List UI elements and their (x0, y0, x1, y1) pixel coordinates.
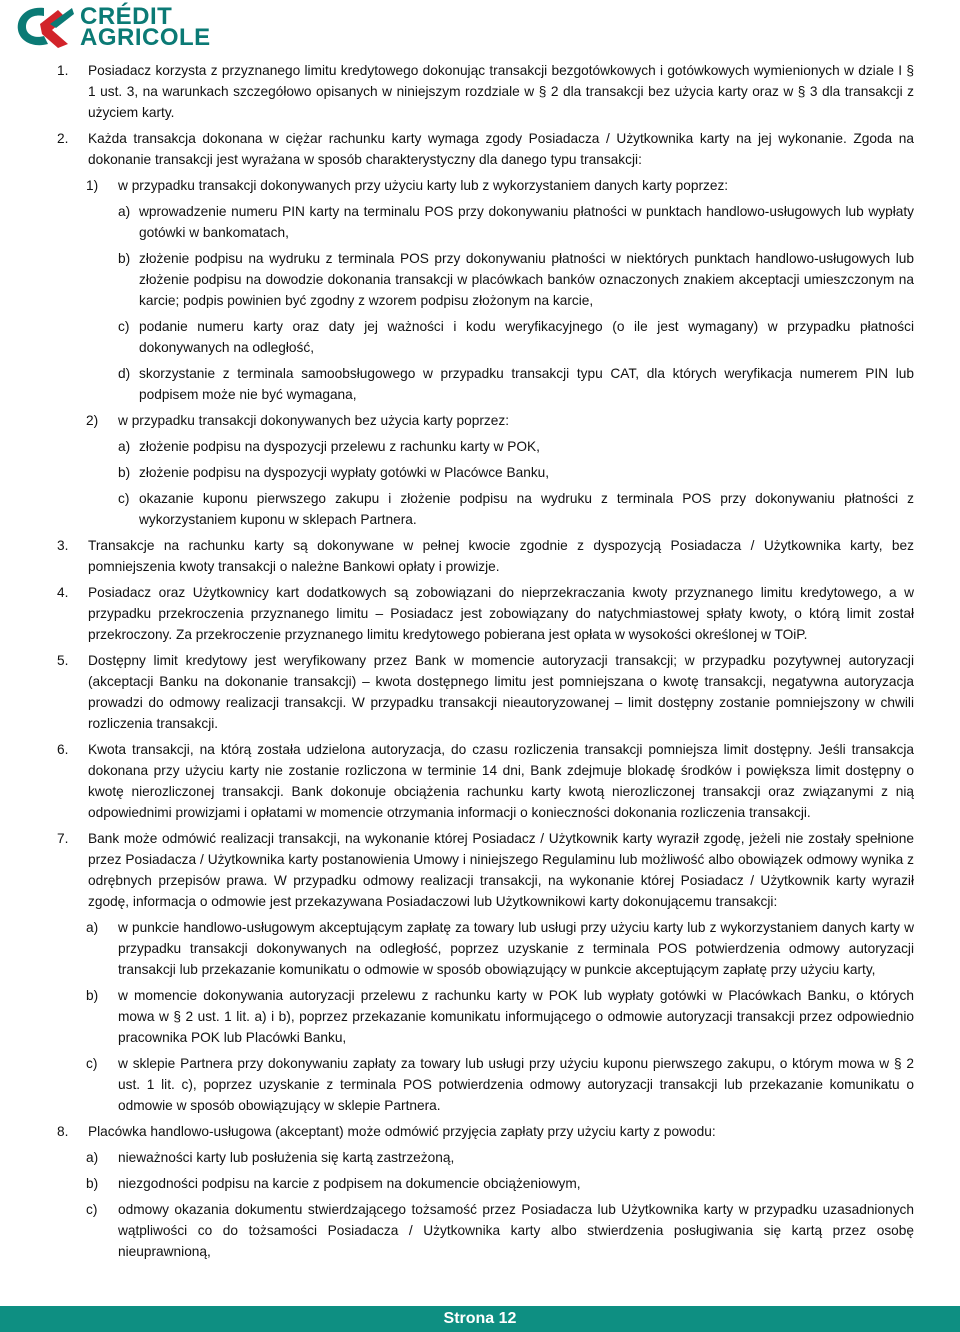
list-item: c) w sklepie Partnera przy dokonywaniu zapłaty za towary lub usługi przy użyciu kuponu pierwszego zakupu, o którym mowa w § 2 ust. 1 lit. c), poprzez uzyskanie z terminala POS potwierdzenia odmowy autoryzacji transakcji lub przekazanie komunikatu o odmowie w sposób obowiązujący w sklepie Partnera. (86, 1056, 914, 1113)
list-item: b) złożenie podpisu na wydruku z terminala POS przy dokonywaniu płatności w niektórych punktach handlowo-usługowych lub złożenie podpisu na dowodzie dokonania transakcji w placówkach banków oznaczonych znakiem akceptacji umieszczonym na karcie; podpis powinien być zgodny z wzorem podpisu złożonym na karcie, (118, 251, 914, 308)
page-footer (0, 1306, 960, 1332)
list-item: a) nieważności karty lub posłużenia się kartą zastrzeżoną, (86, 1150, 455, 1165)
document-body (0, 60, 960, 1262)
list-item: a) w punkcie handlowo-usługowym akceptującym zapłatę za towary lub usługi przy użyciu karty lub z wykorzystaniem danych karty w przypadku transakcji dokonywanych na odległość, poprzez uzyskanie z terminala POS potwierdzenia odmowy autoryzacji transakcji lub przekazanie komunikatu o odmowie w sposób obowiązujący w punkcie akceptującym zapłatę przy użyciu karty, (86, 920, 914, 977)
logo-line-agricole: AGRICOLE (80, 24, 211, 51)
list-item: b) w momencie dokonywania autoryzacji przelewu z rachunku karty w POK lub wypłaty gotówki w Placówkach Banku, o których mowa w § 2 ust. 1 lit. a) i b), poprzez przekazanie komunikatu informującego o odmowie autoryzacji transakcji przez odpowiednio pracownika POK lub Placówki Banku, (86, 988, 914, 1045)
list-item: d) skorzystanie z terminala samoobsługowego w przypadku transakcji typu CAT, dla których weryfikacja numerem PIN lub podpisem może nie być wymagana, (118, 366, 914, 402)
credit-agricole-logo-icon (14, 4, 76, 50)
list-item: a) wprowadzenie numeru PIN karty na terminalu POS przy dokonywaniu płatności w punktach handlowo-usługowych lub wypłaty gotówki w bankomatach, (118, 204, 914, 240)
list-item: 8. Placówka handlowo-usługowa (akceptant) może odmówić przyjęcia zapłaty przy użyciu karty z powodu: (57, 1124, 716, 1139)
list-item: b) niezgodności podpisu na karcie z podpisem na dokumencie obciążeniowym, (86, 1176, 581, 1191)
list-item: c) odmowy okazania dokumentu stwierdzającego tożsamość przez Posiadacza lub Użytkownika karty w przypadku uzasadnionych wątpliwości co do tożsamości Posiadacza / Użytkownika karty albo stwierdzenia posługiwania się kartą przez osobę nieuprawnioną, (86, 1202, 914, 1259)
list-item: 1. Posiadacz korzysta z przyznanego limitu kredytowego dokonując transakcji bezgotówkowych i gotówkowych wymienionych w dziale I § 1 ust. 3, na warunkach szczegółowo opisanych w niniejszym rozdziale w § 2 dla transakcji bez użycia karty oraz w § 3 dla transakcji z użyciem karty. (57, 63, 914, 120)
list-item: 1) w przypadku transakcji dokonywanych przy użyciu karty lub z wykorzystaniem danych karty poprzez: (86, 178, 729, 193)
bank-logo (14, 4, 211, 50)
list-item: 2) w przypadku transakcji dokonywanych bez użycia karty poprzez: (86, 413, 510, 428)
page-number: Strona 12 (443, 1310, 517, 1327)
list-item: 5. Dostępny limit kredytowy jest weryfikowany przez Bank w momencie autoryzacji transakcji; w przypadku pozytywnej autoryzacji (akceptacji Banku na dokonanie transakcji) – kwota dostępnego limitu jest pomniejszana o kwotę transakcji, negatywna autoryzacja prowadzi do odmowy realizacji transakcji. W przypadku transakcji nieautoryzowanej – limit dostępny zostanie pomniejszony w chwili rozliczenia transakcji. (57, 653, 914, 731)
list-item: 3. Transakcje na rachunku karty są dokonywane w pełnej kwocie zgodnie z dyspozycją Posiadacza / Użytkownika karty, bez pomniejszenia kwoty transakcji o należne Bankowi opłaty i prowizje. (57, 538, 914, 574)
list-item: 2. Każda transakcja dokonana w ciężar rachunku karty wymaga zgody Posiadacza / Użytkownika karty na jej wykonanie. Zgoda na dokonanie transakcji jest wyrażana w sposób charakterystyczny dla danego typu transakcji: (57, 131, 914, 167)
list-item: 6. Kwota transakcji, na którą została udzielona autoryzacja, do czasu rozliczenia transakcji pomniejsza limit dostępny. Jeśli transakcja dokonana przy użyciu karty nie zostanie rozliczona w terminie 14 dni, Bank zdejmuje blokadę środków i powiększa limit dostępny o kwotę nierozliczonej transakcji. Bank dokonuje obciążenia rachunku karty kwotą nierozliczonej transakcji oraz związanymi z nią odpowiednimi prowizjami i opłatami w momencie otrzymania informacji o konieczności dokonania rozliczenia transakcji. (57, 742, 914, 820)
list-item: 4. Posiadacz oraz Użytkownicy kart dodatkowych są zobowiązani do nieprzekraczania kwoty przyznanego limitu kredytowego, a w przypadku przekroczenia przyznanego limitu – Posiadacz jest zobowiązany do natychmiastowej spłaty kwoty, o którą limit został przekroczony. Za przekroczenie przyznanego limitu kredytowego pobierana jest opłata w wysokości określonej w TOiP. (57, 585, 914, 642)
list-item: a) złożenie podpisu na dyspozycji przelewu z rachunku karty w POK, (118, 439, 540, 454)
list-item: b) złożenie podpisu na dyspozycji wypłaty gotówki w Placówce Banku, (118, 465, 550, 480)
list-item: 7. Bank może odmówić realizacji transakcji, na wykonanie której Posiadacz / Użytkownik karty wyraził zgodę, jeżeli nie zostały spełnione przez Posiadacza / Użytkownika karty postanowienia Umowy i niniejszego Regulaminu lub możliwość albo obowiązek odmowy wynika z odrębnych przepisów prawa. W przypadku odmowy realizacji transakcji, na wykonanie której Posiadacz / Użytkownik karty wyraził zgodę, informacja o odmowie jest przekazywana Posiadaczowi lub Użytkownikowi karty dokonującemu transakcji: (57, 831, 914, 909)
list-item: c) podanie numeru karty oraz daty jej ważności i kodu weryfikacyjnego (o ile jest wymagany) w przypadku płatności dokonywanych na odległość, (118, 319, 914, 355)
list-item: c) okazanie kuponu pierwszego zakupu i złożenie podpisu na wydruku z terminala POS przy dokonywaniu płatności z wykorzystaniem kuponu w sklepach Partnera. (118, 491, 914, 527)
logo-line-credit: CRÉDIT (80, 3, 173, 30)
